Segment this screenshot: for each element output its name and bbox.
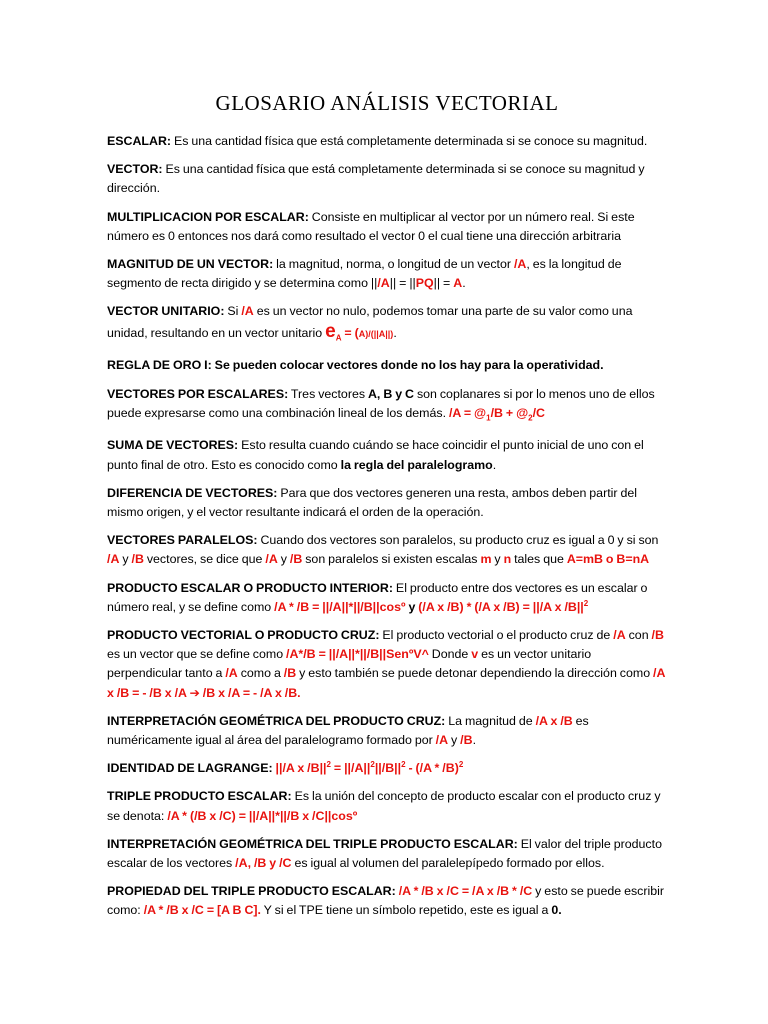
- entry-text-segment: /A: [225, 666, 238, 681]
- entry-text-segment: /A*/B = ||/A||*||/B||SenºV^: [286, 647, 429, 662]
- entry-text-segment: /B: [131, 552, 144, 567]
- entry-text-segment: 2: [528, 413, 533, 423]
- document-page: [107, 88, 667, 930]
- entry-text-segment: El producto entre dos vectores es un escalar o número real, y se define como: [107, 580, 648, 614]
- entry-text-segment: /A * /B x /C = /A x /B * /C: [398, 884, 533, 899]
- glossary-entry-producto-vectorial: [107, 626, 667, 703]
- entry-text-segment: /A * /B = ||/A||*||/B||cosº: [274, 599, 406, 614]
- entry-text-segment: PRODUCTO VECTORIAL O PRODUCTO CRUZ:: [107, 628, 380, 642]
- entry-text-segment: m: [480, 552, 492, 567]
- entry-text-segment: .: [492, 457, 497, 472]
- entry-text-segment: ||/A x /B||: [272, 761, 327, 776]
- entry-text-segment: e: [325, 320, 336, 342]
- entry-text-segment: la regla del paralelogramo: [340, 457, 493, 472]
- entry-text-segment: es un vector que se define como: [107, 647, 287, 662]
- entry-text-segment: MULTIPLICACION POR ESCALAR:: [107, 209, 309, 224]
- entry-text-segment: y: [119, 552, 132, 567]
- entry-text-segment: /A, /B y /C: [235, 856, 292, 871]
- entry-text-segment: SUMA DE VECTORES:: [107, 438, 239, 453]
- entry-text-segment: (/A x /B) * (/A x /B) = ||/A x /B||: [418, 599, 584, 614]
- entry-text-segment: la magnitud, norma, o longitud de un vector: [273, 257, 514, 272]
- entry-text-segment: IDENTIDAD DE LAGRANGE:: [107, 761, 273, 776]
- entry-text-segment: = ||/A||: [330, 761, 371, 776]
- entry-text-segment: y esto se puede escribir como:: [107, 884, 665, 918]
- entry-text-segment: 2: [583, 598, 589, 608]
- entry-text-segment: 0.: [551, 903, 562, 918]
- entry-text-segment: A: [335, 333, 342, 343]
- entry-text-segment: /A * (/B x /C) = ||/A||*||/B x /C||cosº: [167, 808, 358, 823]
- entry-text-segment: /B x /A = - /A x /B.: [202, 685, 301, 700]
- entry-text-segment: El valor del triple producto escalar de los vectores: [107, 836, 662, 871]
- entry-text-segment: - (/A * /B): [405, 761, 459, 776]
- entry-text-segment: /A: [107, 552, 120, 567]
- entry-text-segment: Y si el TPE tiene un símbolo repetido, este es igual a: [260, 903, 552, 918]
- entry-text-segment: /A: [377, 276, 390, 291]
- entry-text-segment: INTERPRETACIÓN GEOMÉTRICA DEL PRODUCTO CRUZ:: [107, 713, 446, 728]
- entry-text-segment: A=mB o B=nA: [566, 552, 650, 567]
- glossary-entry-magnitud-de-un-vector: [107, 255, 667, 293]
- entry-text-segment: y: [491, 552, 504, 567]
- entry-text-segment: 1: [486, 413, 491, 423]
- glossary-entry-escalar: [107, 132, 667, 151]
- entry-text-segment: VECTORES POR ESCALARES:: [107, 386, 289, 401]
- glossary-entry-diferencia-de-vectores: [107, 484, 667, 522]
- entry-text-segment: vectores, se dice que: [143, 552, 266, 567]
- glossary-entry-interpretacion-producto-cruz: [107, 712, 667, 750]
- glossary-entry-suma-de-vectores: [107, 436, 667, 474]
- glossary-entry-multiplicacion-por-escalar: [107, 208, 667, 246]
- entry-text-segment: A)/(||A||): [358, 328, 394, 339]
- entry-text-segment: Para que dos vectores generen una resta, ambos deben partir del mismo origen, y el vector resultante indicará el orden de la operación.: [107, 485, 638, 519]
- entry-text-segment: 2: [458, 760, 464, 770]
- glossary-entry-identidad-de-lagrange: [107, 759, 667, 778]
- entry-text-segment: Donde: [428, 647, 472, 662]
- entry-text-segment: /B: [460, 733, 473, 748]
- entry-text-segment: /A x /B: [535, 713, 573, 728]
- entry-text-segment: es un vector no nulo, podemos tomar una parte de su valor como una unidad, resultando en un vector unitario: [107, 304, 633, 340]
- glossary-entry-vector: [107, 160, 667, 198]
- entry-text-segment: INTERPRETACIÓN GEOMÉTRICA DEL TRIPLE PRODUCTO ESCALAR:: [107, 836, 518, 851]
- glossary-entry-interpretacion-triple-producto: [107, 835, 667, 873]
- entry-text-segment: y: [448, 733, 461, 748]
- glossary-entry-triple-producto-escalar: [107, 787, 667, 825]
- glossary: [107, 132, 667, 921]
- entry-text-segment: .: [462, 276, 466, 291]
- entry-text-segment: Es una cantidad física que está completamente determinada si se conoce su magnitud.: [171, 134, 648, 148]
- entry-text-segment: como a: [237, 666, 284, 681]
- entry-text-segment: y: [277, 552, 290, 567]
- entry-text-segment: 2: [401, 760, 406, 770]
- entry-text-segment: 2: [326, 760, 331, 770]
- entry-text-segment: VECTOR UNITARIO:: [107, 304, 225, 319]
- entry-text-segment: DIFERENCIA DE VECTORES:: [107, 485, 278, 500]
- entry-text-segment: /A: [241, 304, 254, 319]
- entry-text-segment: Cuando dos vectores son paralelos, su producto cruz es igual a 0 y si son: [257, 533, 659, 548]
- entry-text-segment: /A * /B x /C = [A B C].: [143, 903, 261, 918]
- entry-text-segment: con: [625, 628, 652, 642]
- entry-text-segment: Tres vectores: [288, 386, 368, 401]
- entry-text-segment: 2: [370, 760, 375, 770]
- entry-text-segment: PRODUCTO ESCALAR O PRODUCTO INTERIOR:: [107, 580, 393, 595]
- entry-text-segment: /B: [289, 552, 303, 567]
- entry-text-segment: tales que: [511, 552, 567, 567]
- entry-text-segment: Es la unión del concepto de producto escalar con el producto cruz y se denota:: [107, 789, 661, 823]
- entry-text-segment: Si: [224, 304, 242, 319]
- entry-text-segment: PROPIEDAD DEL TRIPLE PRODUCTO ESCALAR:: [107, 884, 396, 899]
- entry-text-segment: || = ||: [389, 276, 416, 291]
- entry-text-segment: Es una cantidad física que está completamente determinada si se conoce su magnitud y dirección.: [107, 162, 645, 196]
- entry-text-segment: PQ: [415, 276, 434, 291]
- glossary-entry-propiedad-triple-producto: [107, 882, 667, 920]
- entry-text-segment: VECTORES PARALELOS:: [107, 533, 258, 548]
- entry-text-segment: La magnitud de: [445, 713, 536, 728]
- entry-text-segment: VECTOR:: [107, 162, 163, 177]
- entry-text-segment: Esto resulta cuando cuándo se hace coincidir el punto inicial de uno con el punto final de otro. Esto es conocido como: [107, 438, 644, 472]
- entry-text-segment: /A: [513, 257, 527, 272]
- glossary-entry-producto-escalar: [107, 579, 667, 617]
- entry-text-segment: A, B y C: [367, 386, 414, 401]
- entry-text-segment: ESCALAR:: [107, 134, 172, 148]
- entry-text-segment: || =: [433, 276, 454, 291]
- entry-text-segment: = (: [341, 325, 359, 340]
- entry-text-segment: ➔: [186, 685, 203, 700]
- entry-text-segment: /B: [283, 666, 297, 681]
- entry-text-segment: v: [471, 647, 479, 662]
- glossary-entry-vector-unitario: [107, 302, 667, 347]
- glossary-entry-vectores-por-escalares: [107, 385, 667, 428]
- entry-text-segment: /C: [532, 405, 546, 420]
- entry-text-segment: /A = @: [448, 405, 487, 420]
- entry-text-segment: , es la longitud de segmento de recta dirigido y se determina como ||: [107, 257, 622, 291]
- entry-text-segment: /A: [435, 733, 449, 748]
- entry-text-segment: REGLA DE ORO I: Se pueden colocar vectores donde no los hay para la operatividad.: [107, 358, 604, 373]
- entry-text-segment: ||/B||: [374, 761, 402, 776]
- entry-text-segment: TRIPLE PRODUCTO ESCALAR:: [107, 789, 292, 804]
- entry-text-segment: El producto vectorial o el producto cruz de: [379, 628, 614, 642]
- entry-text-segment: /A: [265, 552, 278, 567]
- entry-text-segment: son coplanares si por lo menos uno de ellos puede expresarse como una combinación lineal de los demás.: [107, 386, 655, 420]
- entry-text-segment: es igual al volumen del paralelepípedo formado por ellos.: [291, 856, 605, 871]
- entry-text-segment: /B: [651, 628, 664, 642]
- entry-text-segment: n: [503, 552, 512, 567]
- entry-text-segment: MAGNITUD DE UN VECTOR:: [107, 257, 274, 272]
- entry-text-segment: son paralelos si existen escalas: [302, 552, 481, 567]
- entry-text-segment: es numéricamente igual al área del paralelogramo formado por: [107, 713, 589, 748]
- entry-text-segment: .: [393, 325, 397, 340]
- entry-text-segment: A: [453, 276, 463, 291]
- entry-text-segment: .: [472, 733, 477, 748]
- entry-text-segment: y esto también se puede detonar dependiendo la dirección como: [296, 666, 654, 681]
- entry-text-segment: Consiste en multiplicar al vector por un número real. Si este número es 0 entonces nos dará como resultado el vector 0 el cual tiene una dirección arbitraria: [107, 209, 635, 243]
- glossary-entry-regla-de-oro: [107, 356, 667, 375]
- entry-text-segment: es un vector unitario perpendicular tanto a: [107, 647, 592, 681]
- entry-text-segment: /A: [613, 628, 626, 642]
- glossary-entry-vectores-paralelos: [107, 531, 667, 569]
- document-title: GLOSARIO ANÁLISIS VECTORIAL: [215, 91, 559, 115]
- entry-text-segment: y: [405, 599, 419, 614]
- entry-text-segment: /B + @: [490, 405, 529, 420]
- entry-text-segment: /A x /B = - /B x /A: [107, 666, 665, 700]
